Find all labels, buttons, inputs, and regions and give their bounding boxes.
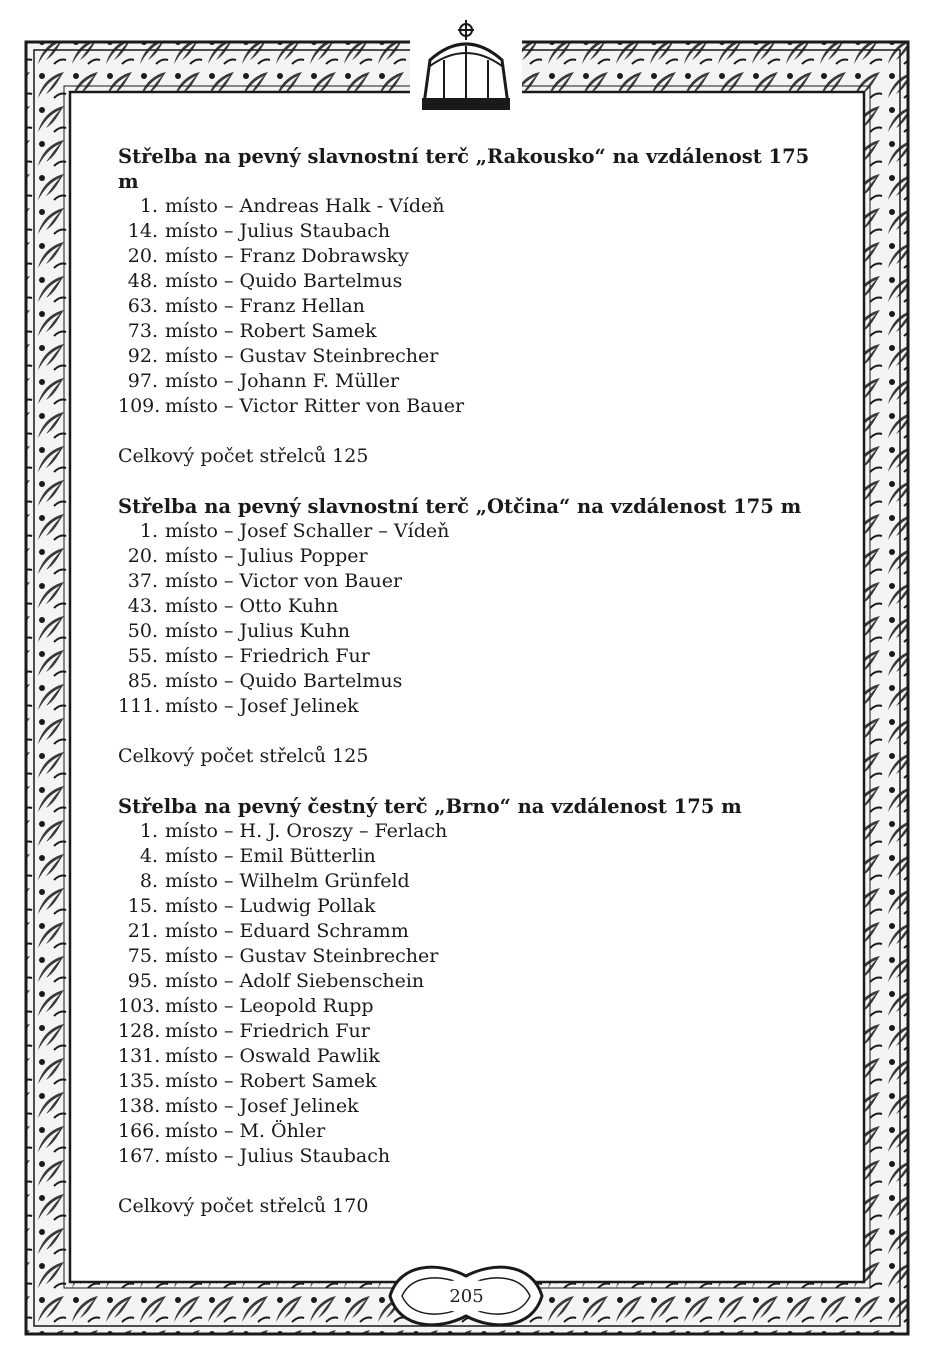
entry-text: místo – M. Öhler [165,1120,326,1142]
section-title: Střelba na pevný slavnostní terč „Rakousko“ na vzdálenost 175 m [118,145,810,193]
list-item [118,294,818,319]
list-item [118,644,818,669]
rank: 63. [127,295,158,317]
rank: 73. [127,320,158,342]
entry-text: místo – Friedrich Fur [165,1020,370,1042]
list-item [118,194,818,219]
entry-text: místo – Franz Hellan [165,295,365,317]
entry-text: místo – Robert Samek [165,320,377,342]
list-item [118,269,818,294]
list-item [118,344,818,369]
list-item [118,1119,818,1144]
entry-text: místo – Quido Bartelmus [165,270,403,292]
list-item [118,219,818,244]
entry-text: místo – Ludwig Pollak [165,895,376,917]
list-item [118,594,818,619]
entry-text: místo – Julius Staubach [165,1145,391,1167]
section-title: Střelba na pevný slavnostní terč „Otčina“ na vzdálenost 175 m [118,495,802,518]
rank: 97. [127,370,158,392]
entry-text: místo – Eduard Schramm [165,920,409,942]
rank: 167. [118,1145,161,1167]
rank: 50. [127,620,158,642]
entry-text: místo – Victor Ritter von Bauer [165,395,465,417]
rank: 103. [118,995,161,1017]
list-item [118,394,818,419]
list-item [118,619,818,644]
section-brno [118,794,818,1219]
page-number: 205 [449,1286,484,1307]
entry-text: místo – Julius Kuhn [165,620,351,642]
entry-text: místo – Wilhelm Grünfeld [165,870,410,892]
total-shooters: Celkový počet střelců 170 [118,1195,369,1217]
total-shooters: Celkový počet střelců 125 [118,445,369,467]
list-item [118,894,818,919]
list-item [118,969,818,994]
entry-text: místo – Andreas Halk - Vídeň [165,195,445,217]
list-item [118,919,818,944]
entry-text: místo – Josef Jelinek [165,695,359,717]
rank: 95. [127,970,158,992]
entry-text: místo – Quido Bartelmus [165,670,403,692]
entry-text: místo – Gustav Steinbrecher [165,945,439,967]
list-item [118,319,818,344]
list-item [118,1094,818,1119]
document-body [118,144,818,1244]
rank: 55. [127,645,158,667]
list-item [118,819,818,844]
section-title: Střelba na pevný čestný terč „Brno“ na vzdálenost 175 m [118,795,742,818]
rank: 1. [139,195,158,217]
list-item [118,694,818,719]
list-item [118,669,818,694]
entry-text: místo – Adolf Siebenschein [165,970,425,992]
rank: 138. [118,1095,161,1117]
list-item [118,844,818,869]
rank: 75. [127,945,158,967]
rank: 15. [127,895,158,917]
entry-text: místo – Friedrich Fur [165,645,370,667]
rank: 85. [127,670,158,692]
results-list [118,194,818,419]
entry-text: místo – Robert Samek [165,1070,377,1092]
entry-text: místo – Victor von Bauer [165,570,403,592]
rank: 20. [127,545,158,567]
rank: 166. [118,1120,161,1142]
rank: 1. [139,820,158,842]
rank: 111. [118,695,161,717]
list-item [118,869,818,894]
rank: 48. [127,270,158,292]
rank: 131. [118,1045,161,1067]
list-item [118,1019,818,1044]
list-item [118,569,818,594]
crown-icon [410,20,522,118]
rank: 14. [127,220,158,242]
list-item [118,519,818,544]
list-item [118,1069,818,1094]
list-item [118,544,818,569]
entry-text: místo – Otto Kuhn [165,595,339,617]
section-otcina [118,494,818,769]
entry-text: místo – Josef Schaller – Vídeň [165,520,450,542]
rank: 20. [127,245,158,267]
entry-text: místo – Johann F. Müller [165,370,400,392]
entry-text: místo – Julius Popper [165,545,368,567]
list-item [118,994,818,1019]
rank: 92. [127,345,158,367]
entry-text: místo – H. J. Oroszy – Ferlach [165,820,448,842]
entry-text: místo – Oswald Pawlik [165,1045,380,1067]
list-item [118,1044,818,1069]
list-item [118,369,818,394]
section-rakousko [118,144,818,469]
rank: 8. [139,870,158,892]
total-shooters: Celkový počet střelců 125 [118,745,369,767]
results-list [118,819,818,1169]
entry-text: místo – Josef Jelinek [165,1095,359,1117]
entry-text: místo – Leopold Rupp [165,995,374,1017]
list-item [118,1144,818,1169]
rank: 4. [139,845,158,867]
rank: 128. [118,1020,161,1042]
entry-text: místo – Julius Staubach [165,220,391,242]
rank: 1. [139,520,158,542]
rank: 135. [118,1070,161,1092]
rank: 21. [127,920,158,942]
rank: 109. [118,395,161,417]
entry-text: místo – Emil Bütterlin [165,845,376,867]
entry-text: místo – Gustav Steinbrecher [165,345,439,367]
entry-text: místo – Franz Dobrawsky [165,245,409,267]
rank: 43. [127,595,158,617]
rank: 37. [127,570,158,592]
list-item [118,244,818,269]
list-item [118,944,818,969]
results-list [118,519,818,719]
